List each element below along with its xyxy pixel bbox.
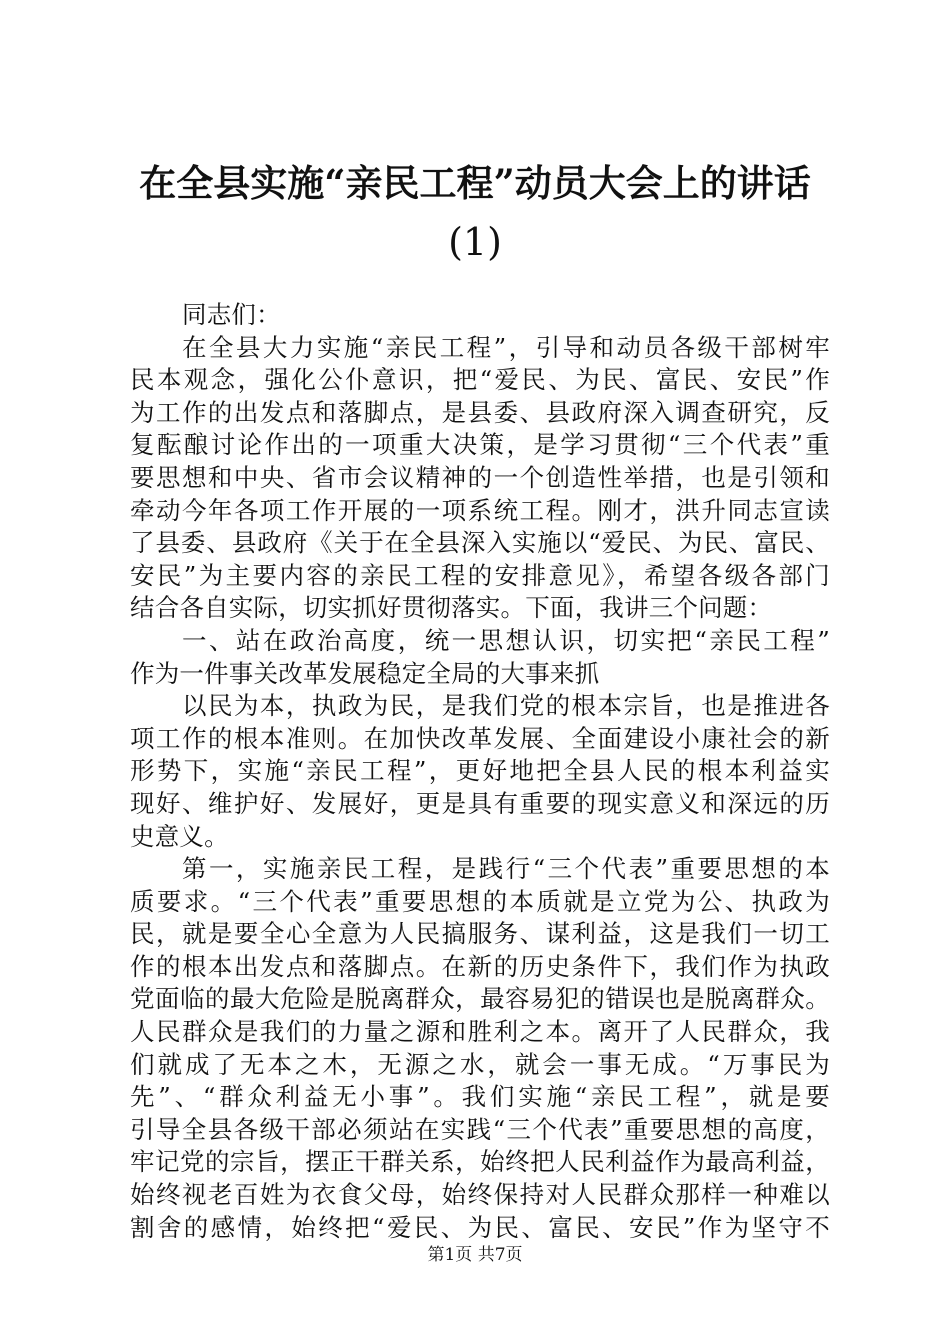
paragraph-line: 牢记党的宗旨，摆正干群关系，始终把人民利益作为最高利益，	[130, 1147, 830, 1177]
section-heading-line: 作为一件事关改革发展稳定全局的大事来抓	[130, 658, 600, 688]
paragraph-line: 引导全县各级干部必须站在实践“三个代表”重要思想的高度，	[130, 1114, 830, 1144]
paragraph-line: 了县委、县政府《关于在全县深入实施以“爱民、为民、富民、	[130, 528, 830, 558]
paragraph-line: 始终视老百姓为衣食父母，始终保持对人民群众那样一种难以	[130, 1180, 830, 1210]
paragraph-line: 割舍的感情，始终把“爱民、为民、富民、安民”作为坚守不	[130, 1212, 830, 1242]
paragraph-line: 现好、维护好、发展好，更是具有重要的现实意义和深远的历	[130, 788, 830, 818]
paragraph-line: 人民群众是我们的力量之源和胜利之本。离开了人民群众，我	[130, 1017, 830, 1047]
salutation: 同志们：	[182, 300, 281, 329]
paragraph-line: 复酝酿讨论作出的一项重大决策，是学习贯彻“三个代表”重	[130, 430, 830, 460]
document-title: 在全县实施“亲民工程”动员大会上的讲话	[139, 161, 811, 205]
paragraph-line: 在全县大力实施“亲民工程”，引导和动员各级干部树牢	[182, 332, 830, 362]
paragraph-line: 先”、“群众利益无小事”。我们实施“亲民工程”，就是要	[130, 1082, 830, 1112]
document-body	[130, 299, 830, 1244]
paragraph-line: 形势下，实施“亲民工程”，更好地把全县人民的根本利益实	[130, 756, 830, 786]
document-title-suffix: (1)	[448, 220, 502, 264]
paragraph-line: 质要求。“三个代表”重要思想的本质就是立党为公、执政为	[130, 886, 830, 916]
paragraph-line: 民，就是要全心全意为人民搞服务、谋利益，这是我们一切工	[130, 919, 830, 949]
paragraph-line: 为工作的出发点和落脚点，是县委、县政府深入调查研究，反	[130, 397, 830, 427]
paragraph-line: 作的根本出发点和落脚点。在新的历史条件下，我们作为执政	[130, 951, 830, 981]
paragraph-line: 们就成了无本之木，无源之水，就会一事无成。“万事民为	[130, 1049, 830, 1079]
paragraph-line: 牵动今年各项工作开展的一项系统工程。刚才，洪升同志宣读	[130, 495, 830, 525]
paragraph-line: 民本观念，强化公仆意识，把“爱民、为民、富民、安民”作	[130, 365, 830, 395]
paragraph-line: 结合各自实际，切实抓好贯彻落实。下面，我讲三个问题：	[130, 593, 773, 623]
paragraph-line: 第一，实施亲民工程，是践行“三个代表”重要思想的本	[182, 854, 830, 884]
paragraph-line: 史意义。	[130, 821, 229, 851]
paragraph-line: 以民为本，执政为民，是我们党的根本宗旨，也是推进各	[182, 691, 830, 721]
page-number-footer: 第1页 共7页	[427, 1245, 523, 1265]
paragraph-line: 项工作的根本准则。在加快改革发展、全面建设小康社会的新	[130, 723, 830, 753]
paragraph-line: 要思想和中央、省市会议精神的一个创造性举措，也是引领和	[130, 462, 830, 492]
paragraph-line: 安民”为主要内容的亲民工程的安排意见》，希望各级各部门	[130, 560, 830, 590]
section-heading-line: 一、站在政治高度，统一思想认识，切实把“亲民工程”	[182, 625, 830, 655]
paragraph-line: 党面临的最大危险是脱离群众，最容易犯的错误也是脱离群众。	[130, 984, 830, 1014]
